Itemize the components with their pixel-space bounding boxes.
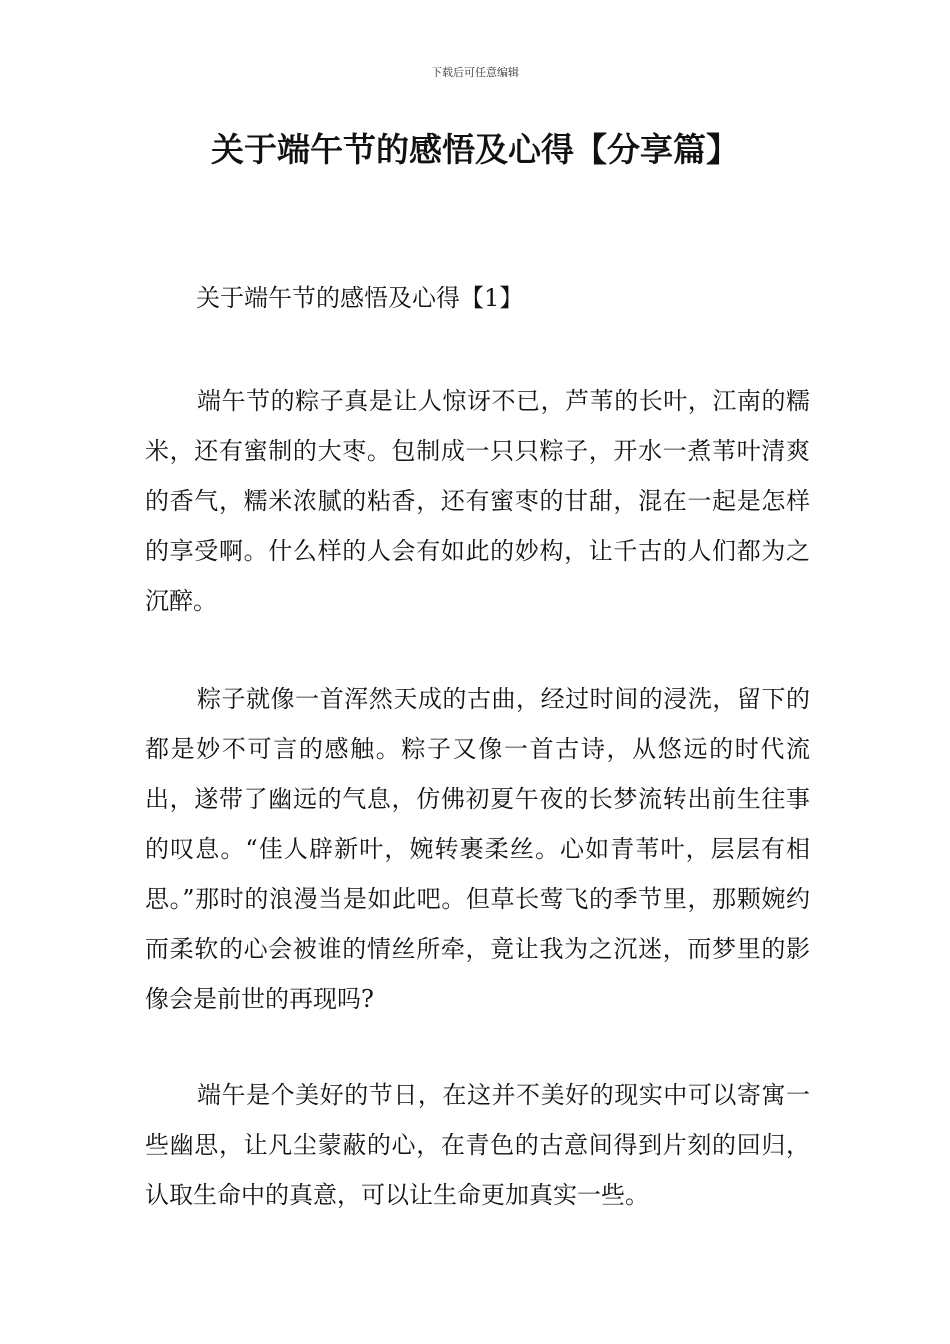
document-title: 关于端午节的感悟及心得【分享篇】: [211, 130, 739, 169]
paragraph-1: 端午节的粽子真是让人惊讶不已，芦苇的长叶，江南的糯米，还有蜜制的大枣。包制成一只只粽子，开水一煮苇叶清爽的香气，糯米浓腻的粘香，还有蜜枣的甘甜，混在一起是怎样的享受啊。什么样的人会有如此的妙构，让千古的人们都为之沉醉。: [145, 387, 810, 615]
section-heading: 关于端午节的感悟及心得【1】: [196, 284, 524, 312]
paragraph-2: 粽子就像一首浑然天成的古曲，经过时间的浸洗，留下的都是妙不可言的感触。粽子又像一首古诗，从悠远的时代流出，遂带了幽远的气息，仿佛初夏午夜的长梦流转出前生往事的叹息。“佳人辟新叶，婉转裹柔丝。心如青苇叶，层层有相思。”那时的浪漫当是如此吧。但草长莺飞的季节里，那颗婉约而柔软的心会被谁的情丝所牵，竟让我为之沉迷，而梦里的影像会是前世的再现吗?: [145, 685, 810, 1013]
header-note: 下载后可任意编辑: [431, 66, 519, 79]
paragraph-3: 端午是个美好的节日，在这并不美好的现实中可以寄寓一些幽思，让凡尘蒙蔽的心，在青色的古意间得到片刻的回归，认取生命中的真意，可以让生命更加真实一些。: [145, 1081, 810, 1209]
